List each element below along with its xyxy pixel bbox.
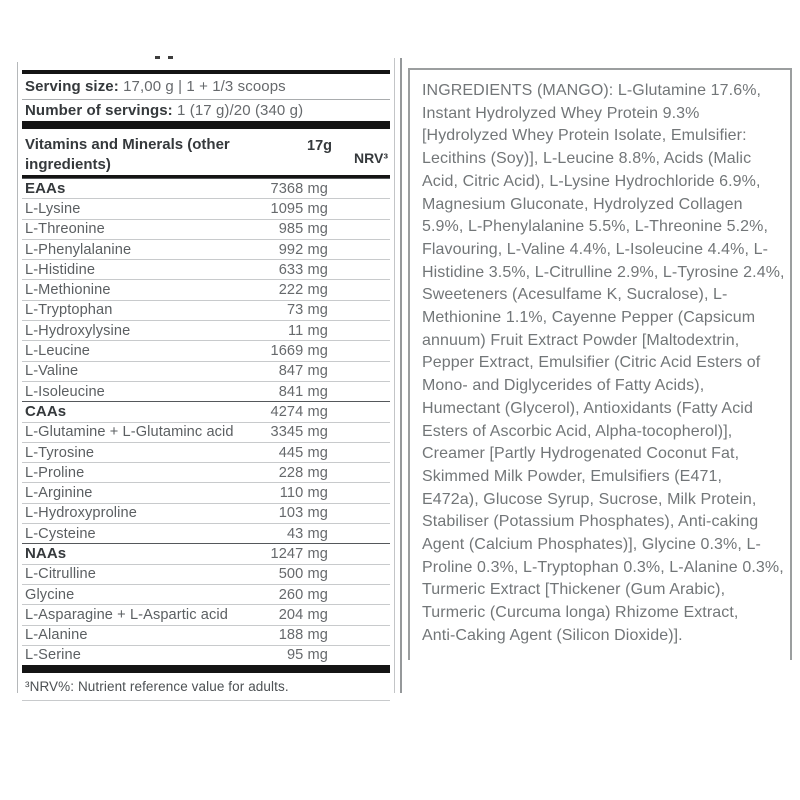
nutrient-rows (22, 178, 390, 665)
nutrient-value: 633 mg (278, 261, 328, 278)
nutrient-name: L-Citrulline (25, 566, 96, 583)
table-row (22, 564, 390, 584)
nutrient-name: NAAs (25, 545, 67, 563)
table-row (22, 401, 390, 421)
table-row (22, 219, 390, 239)
ingredients-line: Lecithins (Soy)], L-Leucine 8.8%, Acids (Malic (422, 150, 752, 168)
serving-size-label: Serving size: (25, 78, 119, 95)
ingredients-line: Turmeric Extract [Thickener (Gum Arabic), (422, 581, 726, 599)
nutrient-value: 228 mg (278, 464, 328, 481)
table-row (22, 604, 390, 624)
number-of-servings-label: Number of servings: (25, 102, 173, 119)
ingredients-line: Acid, Citric Acid), L-Lysine Hydrochloride 6.9%, (422, 172, 761, 190)
table-row (22, 381, 390, 401)
nutrient-name: L-Arginine (25, 485, 93, 502)
nutrient-name: L-Serine (25, 647, 81, 664)
nutrient-value: 43 mg (286, 525, 328, 542)
left-edge-line (17, 62, 18, 693)
nutrient-value: 841 mg (278, 383, 328, 400)
nrv-footnote: ³NRV%: Nutrient reference value for adults. (22, 673, 390, 701)
table-row (22, 625, 390, 645)
table-header-title: Vitamins and Minerals (other ingredients) (25, 136, 230, 173)
nutrient-name: EAAs (25, 180, 66, 198)
table-row (22, 442, 390, 462)
serving-size-row (22, 74, 390, 100)
ingredients-line: Proline 0.3%, L-Tryptophan 0.3%, L-Alanine 0.3%, (422, 558, 784, 576)
table-row (22, 543, 390, 563)
table-header-amount: 17g (307, 138, 332, 154)
table-row (22, 422, 390, 442)
ingredients-line: E472a), Glucose Syrup, Sucrose, Milk Protein, (422, 490, 757, 508)
ingredients-line: Flavouring, L-Valine 4.4%, L-Isoleucine 4.4%, L- (422, 240, 769, 258)
nutrient-name: L-Hydroxyproline (25, 505, 137, 522)
table-row (22, 462, 390, 482)
nutrient-name: L-Leucine (25, 343, 90, 360)
nutrient-name: L-Isoleucine (25, 383, 105, 400)
nutrient-value: 204 mg (278, 606, 328, 623)
nutrient-name: CAAs (25, 403, 67, 421)
ingredients-line: Turmeric (Curcuma longa) Rhizome Extract, (422, 604, 739, 622)
nutrient-name: Glycine (25, 586, 75, 603)
nutrient-value: 3345 mg (270, 424, 328, 441)
table-row (22, 198, 390, 218)
table-row (22, 523, 390, 543)
nutrient-value: 1095 mg (270, 200, 328, 217)
nutrient-name: L-Histidine (25, 261, 96, 278)
nutrient-value: 4274 mg (270, 403, 328, 420)
middle-divider-line (394, 58, 395, 693)
nutrient-value: 985 mg (278, 221, 328, 238)
serving-size-value: 17,00 g | 1 + 1/3 scoops (118, 78, 286, 95)
table-row (22, 645, 390, 665)
nutrient-value: 1247 mg (270, 545, 328, 562)
ingredients-line: annuum) Fruit Extract Powder [Maltodextrin, (422, 331, 740, 349)
nutrient-name: L-Proline (25, 464, 85, 481)
ingredients-panel (408, 68, 792, 660)
nutrient-value: 188 mg (278, 627, 328, 644)
ingredients-line: [Hydrolyzed Whey Protein Isolate, Emulsifier: (422, 127, 747, 145)
cropped-text-artifact (155, 56, 177, 59)
nutrient-value: 95 mg (286, 647, 328, 664)
ingredients-line: Humectant (Glycerol), Antioxidants (Fatty Acid (422, 399, 753, 417)
ingredients-line: Creamer [Partly Hydrogenated Coconut Fat, (422, 445, 740, 463)
nutrient-name: L-Phenylalanine (25, 241, 132, 258)
ingredients-line: Histidine 3.5%, L-Citrulline 2.9%, L-Tyrosine 2.4%, (422, 263, 785, 281)
section-rule (22, 121, 390, 129)
ingredients-line: Magnesium Gluconate, Hydrolyzed Collagen (422, 195, 743, 213)
ingredients-line: INGREDIENTS (MANGO): L-Glutamine 17.6%, (422, 82, 762, 99)
table-header (22, 129, 390, 175)
ingredients-line: Anti-Caking Agent (Silicon Dioxide)]. (422, 626, 683, 644)
ingredients-line: Skimmed Milk Powder, Emulsifiers (E471, (422, 467, 722, 485)
nutrient-name: L-Glutamine + L-Glutaminc acid (25, 424, 234, 441)
supplement-facts-panel (22, 70, 390, 701)
ingredients-line: Methionine 1.1%, Cayenne Pepper (Capsicum (422, 309, 756, 327)
number-of-servings-value: 1 (17 g)/20 (340 g) (172, 102, 304, 119)
ingredients-line: Esters of Ascorbic Acid, Alpha-tocopherol)], (422, 422, 733, 440)
table-row (22, 503, 390, 523)
nutrient-value: 445 mg (278, 444, 328, 461)
nutrient-value: 222 mg (278, 282, 328, 299)
nutrient-name: L-Alanine (25, 627, 88, 644)
ingredients-line: Stabiliser (Potassium Phosphates), Anti-caking (422, 513, 759, 531)
nutrient-name: L-Valine (25, 363, 79, 380)
nutrient-value: 260 mg (278, 586, 328, 603)
table-row (22, 584, 390, 604)
nutrient-value: 11 mg (288, 322, 328, 339)
bottom-rule (22, 665, 390, 673)
nutrient-name: L-Methionine (25, 282, 111, 299)
middle-divider-line-2 (400, 58, 402, 693)
table-row (22, 300, 390, 320)
ingredients-line: Agent (Calcium Phosphates)], Glycine 0.3%, L- (422, 536, 761, 554)
nutrient-value: 110 mg (279, 485, 328, 502)
table-row (22, 361, 390, 381)
table-row (22, 320, 390, 340)
table-header-nrv: NRV³ (354, 150, 388, 166)
nutrient-value: 847 mg (278, 363, 328, 380)
nutrient-value: 73 mg (286, 302, 328, 319)
nutrient-name: L-Asparagine + L-Aspartic acid (25, 606, 228, 623)
table-row (22, 482, 390, 502)
ingredients-text (422, 80, 784, 648)
table-row (22, 178, 390, 198)
nutrient-name: L-Hydroxylysine (25, 322, 131, 339)
table-row (22, 340, 390, 360)
nutrient-value: 992 mg (278, 241, 328, 258)
ingredients-line: Sweeteners (Acesulfame K, Sucralose), L- (422, 286, 728, 304)
nutrient-value: 103 mg (278, 505, 328, 522)
number-of-servings-row (22, 100, 390, 121)
nutrient-name: L-Threonine (25, 221, 105, 238)
nutrient-value: 1669 mg (270, 343, 328, 360)
table-row (22, 259, 390, 279)
nutrient-value: 500 mg (278, 566, 328, 583)
ingredients-line: Pepper Extract, Emulsifier (Citric Acid Esters of (422, 354, 761, 372)
ingredients-line: 5.9%, L-Phenylalanine 5.5%, L-Threonine 5.2%, (422, 218, 769, 236)
nutrient-name: L-Tyrosine (25, 444, 95, 461)
ingredients-line: Instant Hydrolyzed Whey Protein 9.3% (422, 104, 700, 122)
table-row (22, 239, 390, 259)
nutrient-name: L-Lysine (25, 200, 81, 217)
nutrient-name: L-Tryptophan (25, 302, 113, 319)
nutrient-value: 7368 mg (270, 180, 328, 197)
nutrient-name: L-Cysteine (25, 525, 96, 542)
ingredients-line: Mono- and Diglycerides of Fatty Acids), (422, 377, 705, 395)
table-row (22, 279, 390, 299)
